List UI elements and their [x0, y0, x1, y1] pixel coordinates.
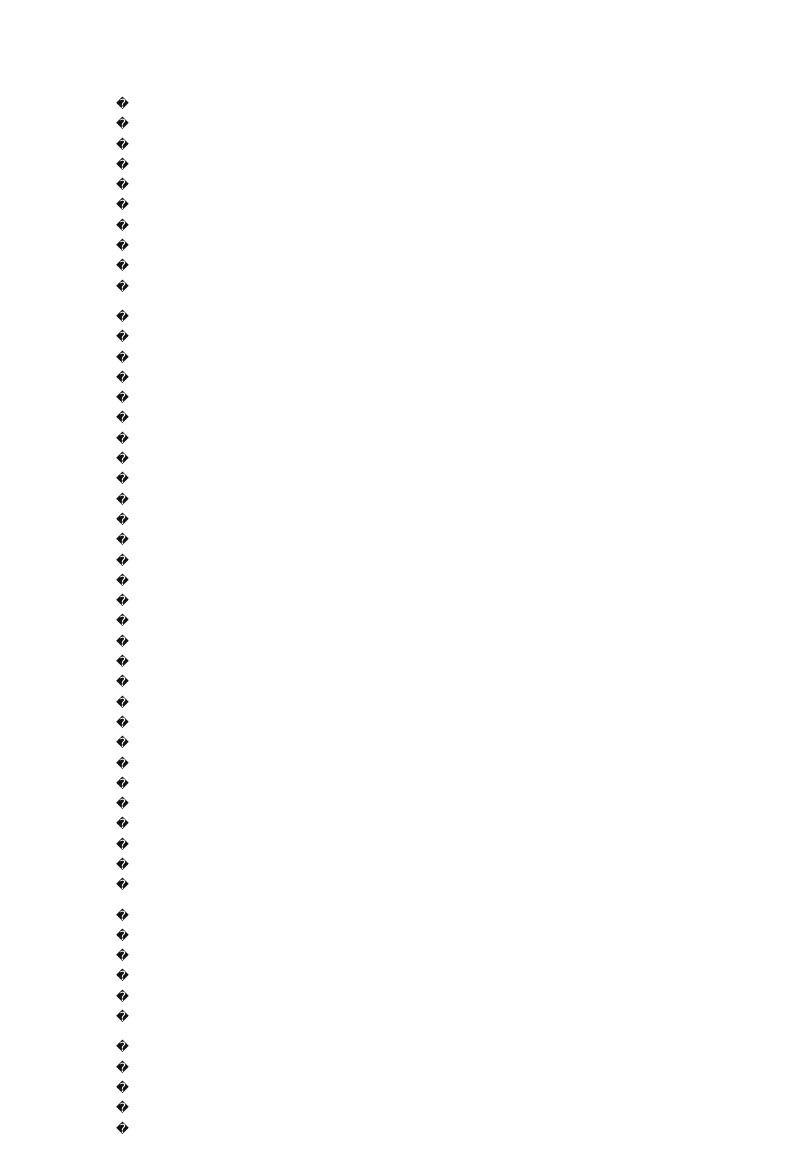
text-line: �: [116, 755, 130, 771]
text-line: �: [116, 177, 130, 193]
text-line: �: [116, 816, 130, 832]
text-line: �: [116, 511, 130, 527]
text-line: �: [116, 968, 130, 984]
text-line: �: [116, 491, 130, 507]
text-line: �: [116, 1100, 130, 1116]
text-line: �: [116, 532, 130, 548]
text-line: �: [116, 796, 130, 812]
text-line: �: [116, 988, 130, 1004]
text-line: �: [116, 714, 130, 730]
text-line: �: [116, 430, 130, 446]
text-line: �: [116, 927, 130, 943]
text-line: �: [116, 1039, 130, 1055]
text-line: �: [116, 308, 130, 324]
paragraph: [116, 307, 678, 896]
text-line: �: [116, 948, 130, 964]
text-line: �: [116, 613, 130, 629]
text-line: �: [116, 369, 130, 385]
text-line: �: [116, 451, 130, 467]
text-line: �: [116, 1009, 130, 1025]
text-line: �: [116, 1079, 130, 1095]
text-line: �: [116, 217, 130, 233]
text-line: �: [116, 836, 130, 852]
text-line: �: [116, 552, 130, 568]
text-line: �: [116, 329, 130, 345]
text-line: �: [116, 572, 130, 588]
text-line: �: [116, 136, 130, 152]
text-line: �: [116, 410, 130, 426]
text-line: �: [116, 1059, 130, 1075]
text-line: �: [116, 633, 130, 649]
paragraph: [116, 1037, 678, 1138]
text-line: �: [116, 735, 130, 751]
text-line: �: [116, 156, 130, 172]
text-line: �: [116, 349, 130, 365]
text-line: �: [116, 674, 130, 690]
paragraph: [116, 906, 678, 1028]
text-line: �: [116, 775, 130, 791]
text-line: �: [116, 593, 130, 609]
text-line: �: [116, 278, 130, 294]
text-line: �: [116, 471, 130, 487]
text-line: �: [116, 1120, 130, 1136]
text-line: �: [116, 258, 130, 274]
text-line: �: [116, 116, 130, 132]
text-line: �: [116, 197, 130, 213]
text-line: �: [116, 238, 130, 254]
paragraph: [116, 94, 678, 297]
text-line: �: [116, 694, 130, 710]
text-line: �: [116, 96, 130, 111]
text-line: �: [116, 654, 130, 670]
text-line: �: [116, 907, 130, 923]
text-line: �: [116, 856, 130, 872]
text-line: �: [116, 390, 130, 406]
document-page: [116, 94, 678, 1149]
text-line: �: [116, 877, 130, 893]
